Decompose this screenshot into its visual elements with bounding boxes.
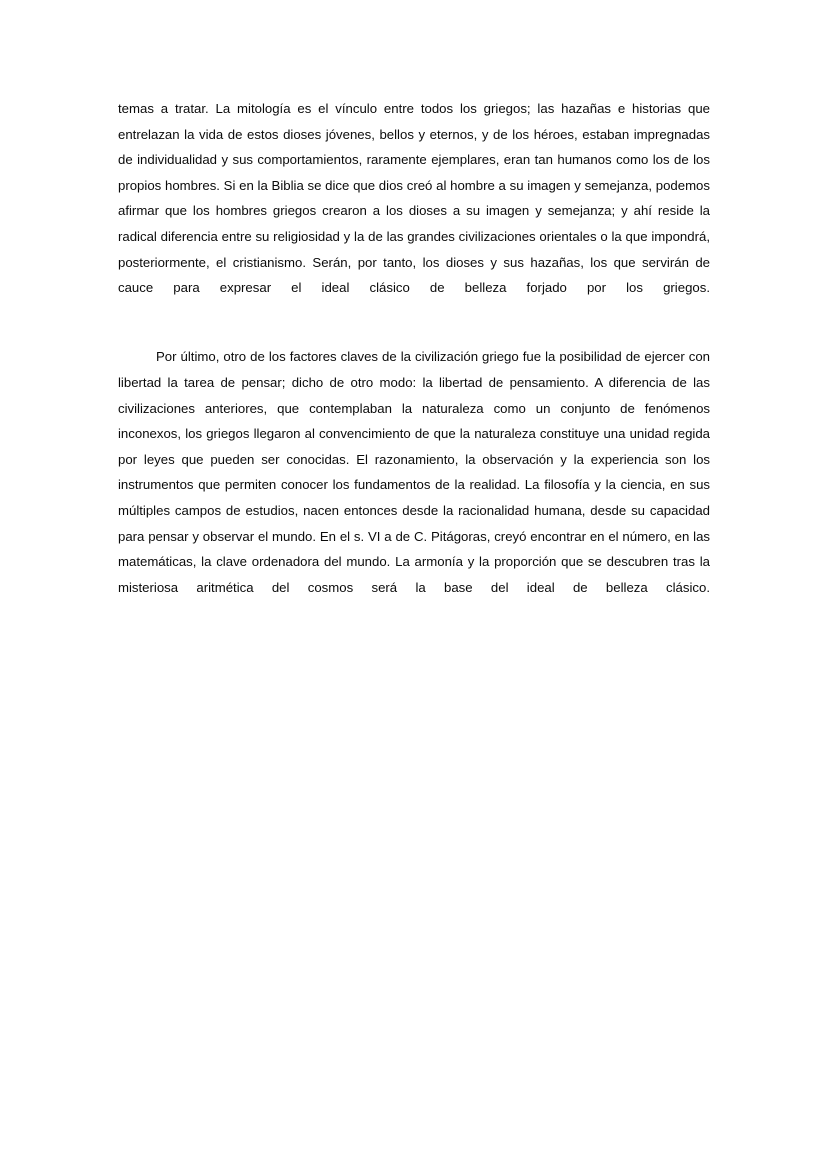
- body-paragraph-1: temas a tratar. La mitología es el vínculo entre todos los griegos; las hazañas e historias que entrelazan la vida de estos dioses jóvenes, bellos y eternos, y de los héroes, estaban impregnadas de individualidad y sus comportamientos, raramente ejemplares, eran tan humanos como los de los propios hombres. Si en la Biblia se dice que dios creó al hombre a su imagen y semejanza, podemos afirmar que los hombres griegos crearon a los dioses a su imagen y semejanza; y ahí reside la radical diferencia entre su religiosidad y la de las grandes civilizaciones orientales o la que impondrá, posteriormente, el cristianismo. Serán, por tanto, los dioses y sus hazañas, los que servirán de cauce para expresar el ideal clásico de belleza forjado por los griegos.: [118, 101, 710, 296]
- text-column: [118, 96, 710, 626]
- body-paragraph-2: Por último, otro de los factores claves de la civilización griego fue la posibilidad de ejercer con libertad la tarea de pensar; dicho de otro modo: la libertad de pensamiento. A diferencia de las civilizaciones anteriores, que contemplaban la naturaleza como un conjunto de fenómenos inconexos, los griegos llegaron al convencimiento de que la naturaleza constituye una unidad regida por leyes que pueden ser conocidas. El razonamiento, la observación y la experiencia son los instrumentos que permiten conocer los fundamentos de la realidad. La filosofía y la ciencia, en sus múltiples campos de estudios, nacen entonces desde la racionalidad humana, desde su capacidad para pensar y observar el mundo. En el s. VI a de C. Pitágoras, creyó encontrar en el número, en las matemáticas, la clave ordenadora del mundo. La armonía y la proporción que se descubren tras la misteriosa aritmética del cosmos será la base del ideal de belleza clásico.: [118, 349, 710, 595]
